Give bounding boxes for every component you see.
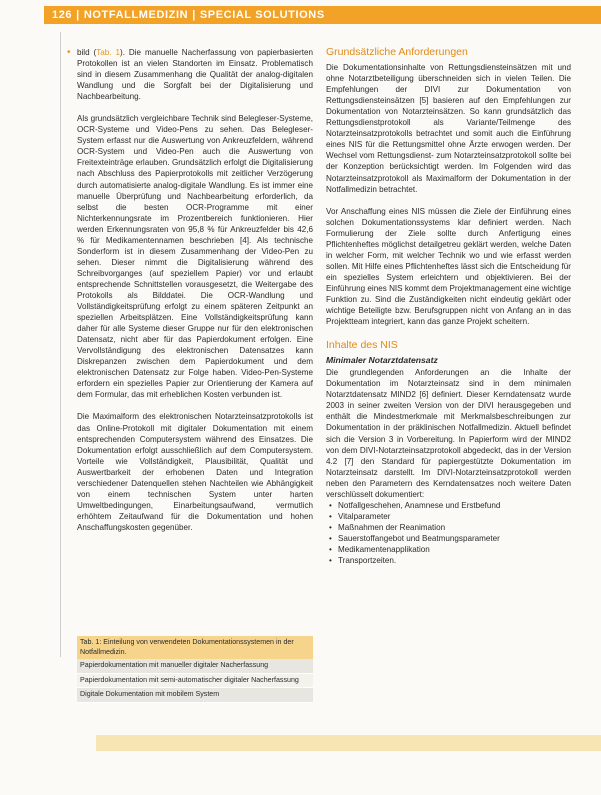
margin-bullet-icon: • — [67, 47, 71, 58]
list-item: • Notfallgeschehen, Anamnese und Erstbefund — [338, 500, 571, 511]
page-number: 126 — [52, 9, 73, 21]
subheading-minimal-dataset: Minimaler Notarztdatensatz — [326, 355, 438, 366]
right-paragraph-2: Vor Anschaffung eines NIS müssen die Ziele der Einführung eines solchen Dokumentationssystems klar definiert werden. Nach Formulierung der Ziele sollte durch Anfertigung eines Pflichtenheftes möglichst detailgetreu geklärt werden, welche Daten in welcher Form, mit welcher Technik wo und wie erfasst werden sollen. Mit Hilfe eines Pflichtenheftes lässt sich die Entscheidung für ein spezielles System erleichtern und objektivieren. Bei der Einführung eines NIS kommt dem Projektmanagement eine wichtige Funktion zu. Sind die Zuständigkeiten nicht eindeutig geklärt oder wichtige Beteiligte bzw. Berufsgruppen nicht von Anfang an in das Projektteam integriert, kann das ganze Projekt scheitern. — [326, 206, 571, 327]
right-paragraph-3: Die grundlegenden Anforderungen an die Inhalte der Dokumentation im Notarzteinsatz sind in dem minimalen Notarztdatensatz MIND2 [6] definiert. Dieser Kerndatensatz wurde 2003 in seiner zweiten Version von der DIVI herausgegeben und enthält die Mindestmerkmale mit Merkmalsbeschreibungen zur Dokumentation in der präklinischen Notfallmedizin. Aktuell befindet sich die Version 3 in Vorbereitung. In Papierform wird der MIND2 von dem DIVI-Notarzteinsatzprotokoll abgedeckt, das in der Version 4.2 [7] den Standard für papiergestützte Dokumentation im Notarzteinsatz darstellt. Im DIVI-Notarzteinsatzprotokoll werden neben den Parametern des Kerndatensatzes noch weitere Daten verschlüsselt dokumentiert: — [326, 368, 571, 499]
section-title: NOTFALLMEDIZIN — [83, 9, 189, 21]
left-column — [67, 47, 313, 533]
documentation-systems-table — [77, 636, 313, 703]
list-item: • Vitalparameter — [338, 511, 571, 522]
page-header — [0, 0, 601, 28]
list-item: • Medikamentenapplikation — [338, 544, 571, 555]
list-item: • Transportzeiten. — [338, 555, 571, 566]
section-heading-requirements: Grundsätzliche Anforderungen — [326, 46, 468, 58]
documented-data-list — [326, 500, 571, 566]
table-row: Papierdokumentation mit semi-automatischer digitaler Nacherfassung — [77, 674, 313, 689]
category-title: SPECIAL SOLUTIONS — [199, 9, 325, 21]
right-column — [326, 47, 571, 566]
table-row: Papierdokumentation mit manueller digitaler Nacherfassung — [77, 659, 313, 674]
margin-rule — [60, 32, 61, 657]
right-paragraph-1: Die Dokumentationsinhalte von Rettungsdiensteinsätzen mit und ohne Notarztbeteiligung überschneiden sich in vielen Teilen. Die Empfehlungen der DIVI zur Dokumentation von Rettungsdiensteinsätzen [5] basieren auf den Empfehlungen zur Dokumentation von Notarzteinsätzen. So kann grundsätzlich das Rettungsdienstprotokoll als Variante/Teilmenge des Notarzteinsatzprotokolls betrachtet und somit auch die Einführung eines NIS für die Rettungsmittel ohne Ärzte erwogen werden. Der Wechsel vom Rettungsdienst- zum Notarzteinsatzprotokoll sollte bei der Konzeption berücksichtigt werden. Im Folgenden wird das Notarzteinsatzprotokoll als Maximalform der Dokumentation in der Notfallmedizin betrachtet. — [326, 63, 571, 194]
table-reference-link[interactable]: Tab. 1 — [96, 48, 121, 57]
header-text: 126 | NOTFALLMEDIZIN | SPECIAL SOLUTIONS — [52, 9, 325, 21]
list-item: • Maßnahmen der Reanimation — [338, 522, 571, 533]
left-paragraph-3: Die Maximalform des elektronischen Notarzteinsatzprotokolls ist das Online-Protokoll mit digitaler Dokumentation mit einem entsprechenden Computersystem während des Einsatzes. Die Dokumentation erfolgt ausschließlich auf dem Computersystem. Vorteile wie Vollständigkeit, Plausibilität, Qualität und Auswertbarkeit der erhobenen Daten und Integration verschiedener Datenquellen stehen Nachteilen wie Abhängigkeit von einem technischen System unter harten Umweltbedingungen, Einarbeitungsaufwand, vermutlich erhöhtem Zeitaufwand für die Dokumentation und hohen Anschaffungskosten gegenüber. — [77, 412, 313, 532]
left-paragraph-1: • bild (Tab. 1). Die manuelle Nacherfassung von papierbasierten Protokollen ist an vielen Standorten im Einsatz. Problematisch sind in diesem Zusammenhang die Qualität der analog-digitalen Wandlung und die Sorgfalt bei der Digitalisierung und Nachbearbeitung. — [67, 47, 313, 102]
list-item: • Sauerstoffangebot und Beatmungsparameter — [338, 533, 571, 544]
footer-bar — [96, 735, 601, 751]
section-heading-contents: Inhalte des NIS — [326, 339, 398, 352]
left-paragraph-2: Als grundsätzlich vergleichbare Technik sind Belegleser-Systeme, OCR-Systeme und Video-Pens zu sehen. Das Belegleser-System erfasst nur die Auswertung von Ankreuzfeldern, während OCR-System und Video-Pen auch die Auswertung von Freitexteinträge erlauben. Grundsätzlich erfolgt die Digitalisierung nach Abschluss des Papierprotokolls mit zeitlicher Verzögerung durch automatisierte analog-digitale Wandlung. Es ist immer eine manuelle Überprüfung und Nachbearbeitung erforderlich, da selbst die besten OCR-Programme mit einer Nichterkennungsrate im Prozentbereich funktionieren. Hier werden Erkennungsraten von 95,8 % für Ankreuzfelder bis 42,6 % für Medikamentennamen beschrieben [4]. Als technische Sonderform ist in diesem Zusammenhang der Video-Pen zu sehen. Dieser nimmt die Digitalisierung während des Schreibvorganges (auf speziellem Papier) vor und erlaubt entsprechende Schnittstellen vorausgesetzt, die Weitergabe des Protokolls als Bilddatei. Die OCR-Wandlung und Vollständigkeitsprüfung erfolgt zu einem späteren Zeitpunkt an speziellen Arbeitsplätzen. Eine Vollständigkeitsprüfung kann daher für alle Systeme dieser Gruppe nur für den elektronischen Datensatz, nicht aber für das Papierdokument erfolgen. Eine Vervollständigung des elektronischen Datensatzes kann Diskrepanzen zwischen dem Papierdokument und dem elektronischen Datensatz zur Folge haben. Video-Pen-Systeme erfordern ein spezielles Papier zur Orientierung der Kamera auf dem Formular, das mit erheblichen Kosten verbunden ist. — [77, 114, 313, 400]
table-row: Digitale Dokumentation mit mobilem System — [77, 688, 313, 703]
table-caption: Tab. 1: Einteilung von verwendeten Dokumentationssystemen in der Notfallmedizin. — [77, 636, 313, 659]
